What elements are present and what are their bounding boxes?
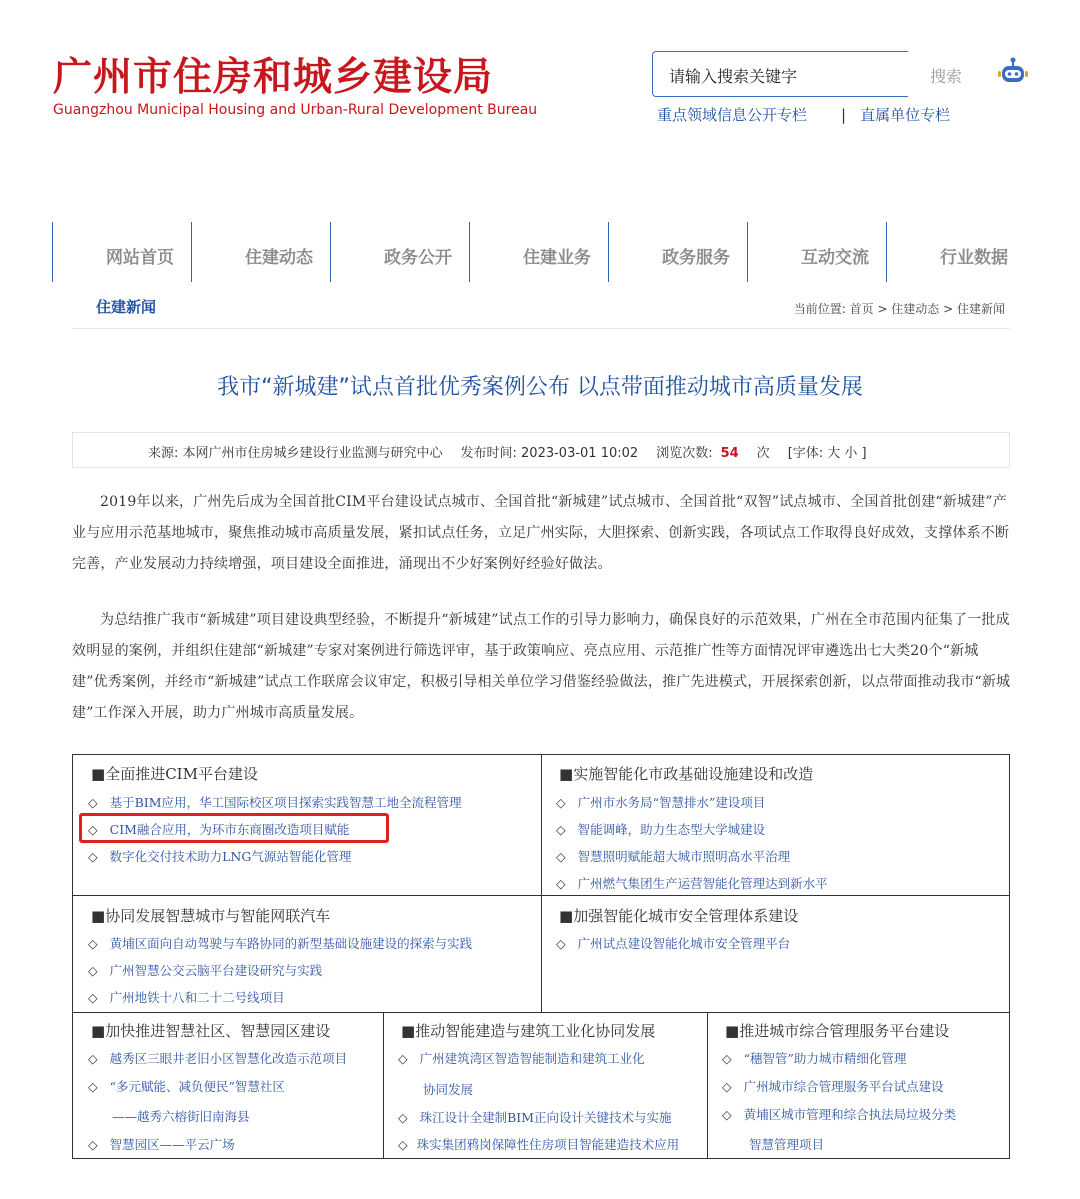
nav-business[interactable]: 住建业务 xyxy=(469,222,608,282)
search-button[interactable]: 搜索 xyxy=(930,67,963,86)
case-table xyxy=(72,754,1010,1159)
meta-views-unit: 次 xyxy=(756,446,770,461)
search-input[interactable] xyxy=(652,51,908,97)
category-smart-vehicles: ■协同发展智慧城市与智能网联汽车 xyxy=(91,907,331,925)
article-paragraph: 2019年以来，广州先后成为全国首批CIM平台建设试点城市、全国首批“新城建”试点城市、全国首批“双智”试点城市、全国首批创建“新城建”产业与应用示范基地城市，聚焦推动城市高质量发展，紧扣试点任务，立足广州实际，大胆探索、创新实践，各项试点工作取得良好成效，支撑体系不断完善，产业发展动力持续增强，项目建设全面推进，涌现出不少好案例好经验好做法。 xyxy=(72,494,1010,572)
article-title: 我市“新城建”试点首批优秀案例公布 以点带面推动城市高质量发展 xyxy=(217,375,863,400)
case-link[interactable]: ◇ CIM融合应用，为环市东商圈改造项目赋能 xyxy=(88,822,350,837)
case-link-continued[interactable]: 协同发展 xyxy=(423,1082,474,1097)
case-link[interactable]: ◇ 广州地铁十八和二十二号线项目 xyxy=(88,990,285,1005)
article-meta xyxy=(72,432,1010,468)
meta-source: 来源: 本网广州市住房城乡建设行业监测与研究中心 xyxy=(148,446,443,461)
case-link[interactable]: ◇ 越秀区三眼井老旧小区智慧化改造示范项目 xyxy=(88,1051,348,1066)
divider xyxy=(72,328,1010,329)
site-logo-subtitle: Guangzhou Municipal Housing and Urban-Rural Development Bureau xyxy=(53,102,538,118)
meta-views-label: 浏览次数: xyxy=(656,446,713,461)
case-link[interactable]: ◇ 珠江设计全建制BIM正向设计关键技术与实施 xyxy=(398,1110,672,1125)
case-link[interactable]: ◇ 黄埔区面向自动驾驶与车路协同的新型基础设施建设的探索与实践 xyxy=(88,936,473,951)
search-placeholder: 请输入搜索关键字 xyxy=(669,67,798,86)
case-link[interactable]: ◇ 黄埔区城市管理和综合执法局垃圾分类 xyxy=(722,1107,957,1122)
section-title[interactable]: 住建新闻 xyxy=(96,298,157,316)
case-link[interactable]: ◇ 智慧园区——平云广场 xyxy=(88,1137,235,1152)
table-divider xyxy=(73,1012,1009,1013)
nav-gov-service[interactable]: 政务服务 xyxy=(608,222,747,282)
nav-interaction[interactable]: 互动交流 xyxy=(747,222,886,282)
case-link[interactable]: ◇ 智慧照明赋能超大城市照明高水平治理 xyxy=(556,849,791,864)
category-city-safety: ■加强智能化城市安全管理体系建设 xyxy=(559,907,799,925)
site-logo-title[interactable]: 广州市住房和城乡建设局 xyxy=(53,55,494,100)
meta-views-count: 54 xyxy=(720,446,739,461)
case-link[interactable]: ◇ 珠实集团鸦岗保障性住房项目智能建造技术应用 xyxy=(398,1137,680,1152)
case-link[interactable]: ◇ “穗智管”助力城市精细化管理 xyxy=(722,1051,907,1066)
article-paragraph: 为总结推广我市“新城建”项目建设典型经验，不断提升“新城建”试点工作的引导力影响力，确保良好的示范效果，广州在全市范围内征集了一批成效明显的案例，并组织住建部“新城建”专家对案例进行筛选评审，基于政策响应、亮点应用、示范推广性等方面情况评审遴选出七大类20个“新城建”优秀案例，并经市“新城建”试点工作联席会议审定，积极引导相关单位学习借鉴经验做法，推广先进模式，开展探索创新，以点带面推动我市“新城建”工作深入开展，助力广州城市高质量发展。 xyxy=(72,612,1011,721)
main-nav xyxy=(52,222,1032,282)
font-size-toggle[interactable]: [字体: 大 小 ] xyxy=(787,446,867,461)
table-divider xyxy=(541,755,542,1012)
case-link-continued[interactable]: ——越秀六榕街旧南海县 xyxy=(112,1109,250,1124)
case-link[interactable]: ◇ “多元赋能、减负便民”智慧社区 xyxy=(88,1079,285,1094)
case-link[interactable]: ◇ 智能调峰，助力生态型大学城建设 xyxy=(556,822,766,837)
category-municipal-infra: ■实施智能化市政基础设施建设和改造 xyxy=(559,765,814,783)
nav-news[interactable]: 住建动态 xyxy=(191,222,330,282)
nav-home[interactable]: 网站首页 xyxy=(52,222,191,282)
highlight-box xyxy=(79,813,389,843)
category-cim: ■全面推进CIM平台建设 xyxy=(91,765,258,783)
case-link[interactable]: ◇ 广州燃气集团生产运营智能化管理达到新水平 xyxy=(556,876,828,891)
breadcrumb[interactable]: 当前位置: 首页 > 住建动态 > 住建新闻 xyxy=(793,302,1005,316)
link-separator: | xyxy=(841,106,847,124)
case-link[interactable]: ◇ 广州城市综合管理服务平台试点建设 xyxy=(722,1079,944,1094)
case-link[interactable]: ◇ 广州市水务局“智慧排水”建设项目 xyxy=(556,795,766,810)
link-key-area-disclosure[interactable]: 重点领域信息公开专栏 xyxy=(657,106,808,124)
category-smart-community: ■加快推进智慧社区、智慧园区建设 xyxy=(91,1022,331,1040)
case-link[interactable]: ◇ 广州建筑湾区智造智能制造和建筑工业化 xyxy=(398,1051,645,1066)
category-smart-construction: ■推动智能建造与建筑工业化协同发展 xyxy=(401,1022,656,1040)
table-divider xyxy=(73,895,1009,896)
nav-industry-data[interactable]: 行业数据 xyxy=(886,222,1025,282)
table-divider xyxy=(383,1012,384,1158)
nav-gov-open[interactable]: 政务公开 xyxy=(330,222,469,282)
case-link[interactable]: ◇ 数字化交付技术助力LNG气源站智能化管理 xyxy=(88,849,352,864)
case-link[interactable]: ◇ 广州试点建设智能化城市安全管理平台 xyxy=(556,936,791,951)
table-divider xyxy=(707,1012,708,1158)
case-link-continued[interactable]: 智慧管理项目 xyxy=(749,1137,825,1152)
category-city-management: ■推进城市综合管理服务平台建设 xyxy=(725,1022,950,1040)
case-link[interactable]: ◇ 基于BIM应用，华工国际校区项目探索实践智慧工地全流程管理 xyxy=(88,795,462,810)
quick-links xyxy=(657,104,950,125)
case-link[interactable]: ◇ 广州智慧公交云脑平台建设研究与实践 xyxy=(88,963,323,978)
robot-assistant-icon[interactable] xyxy=(997,56,1029,90)
link-affiliated-units[interactable]: 直属单位专栏 xyxy=(860,106,951,124)
meta-published: 发布时间: 2023-03-01 10:02 xyxy=(460,446,639,461)
